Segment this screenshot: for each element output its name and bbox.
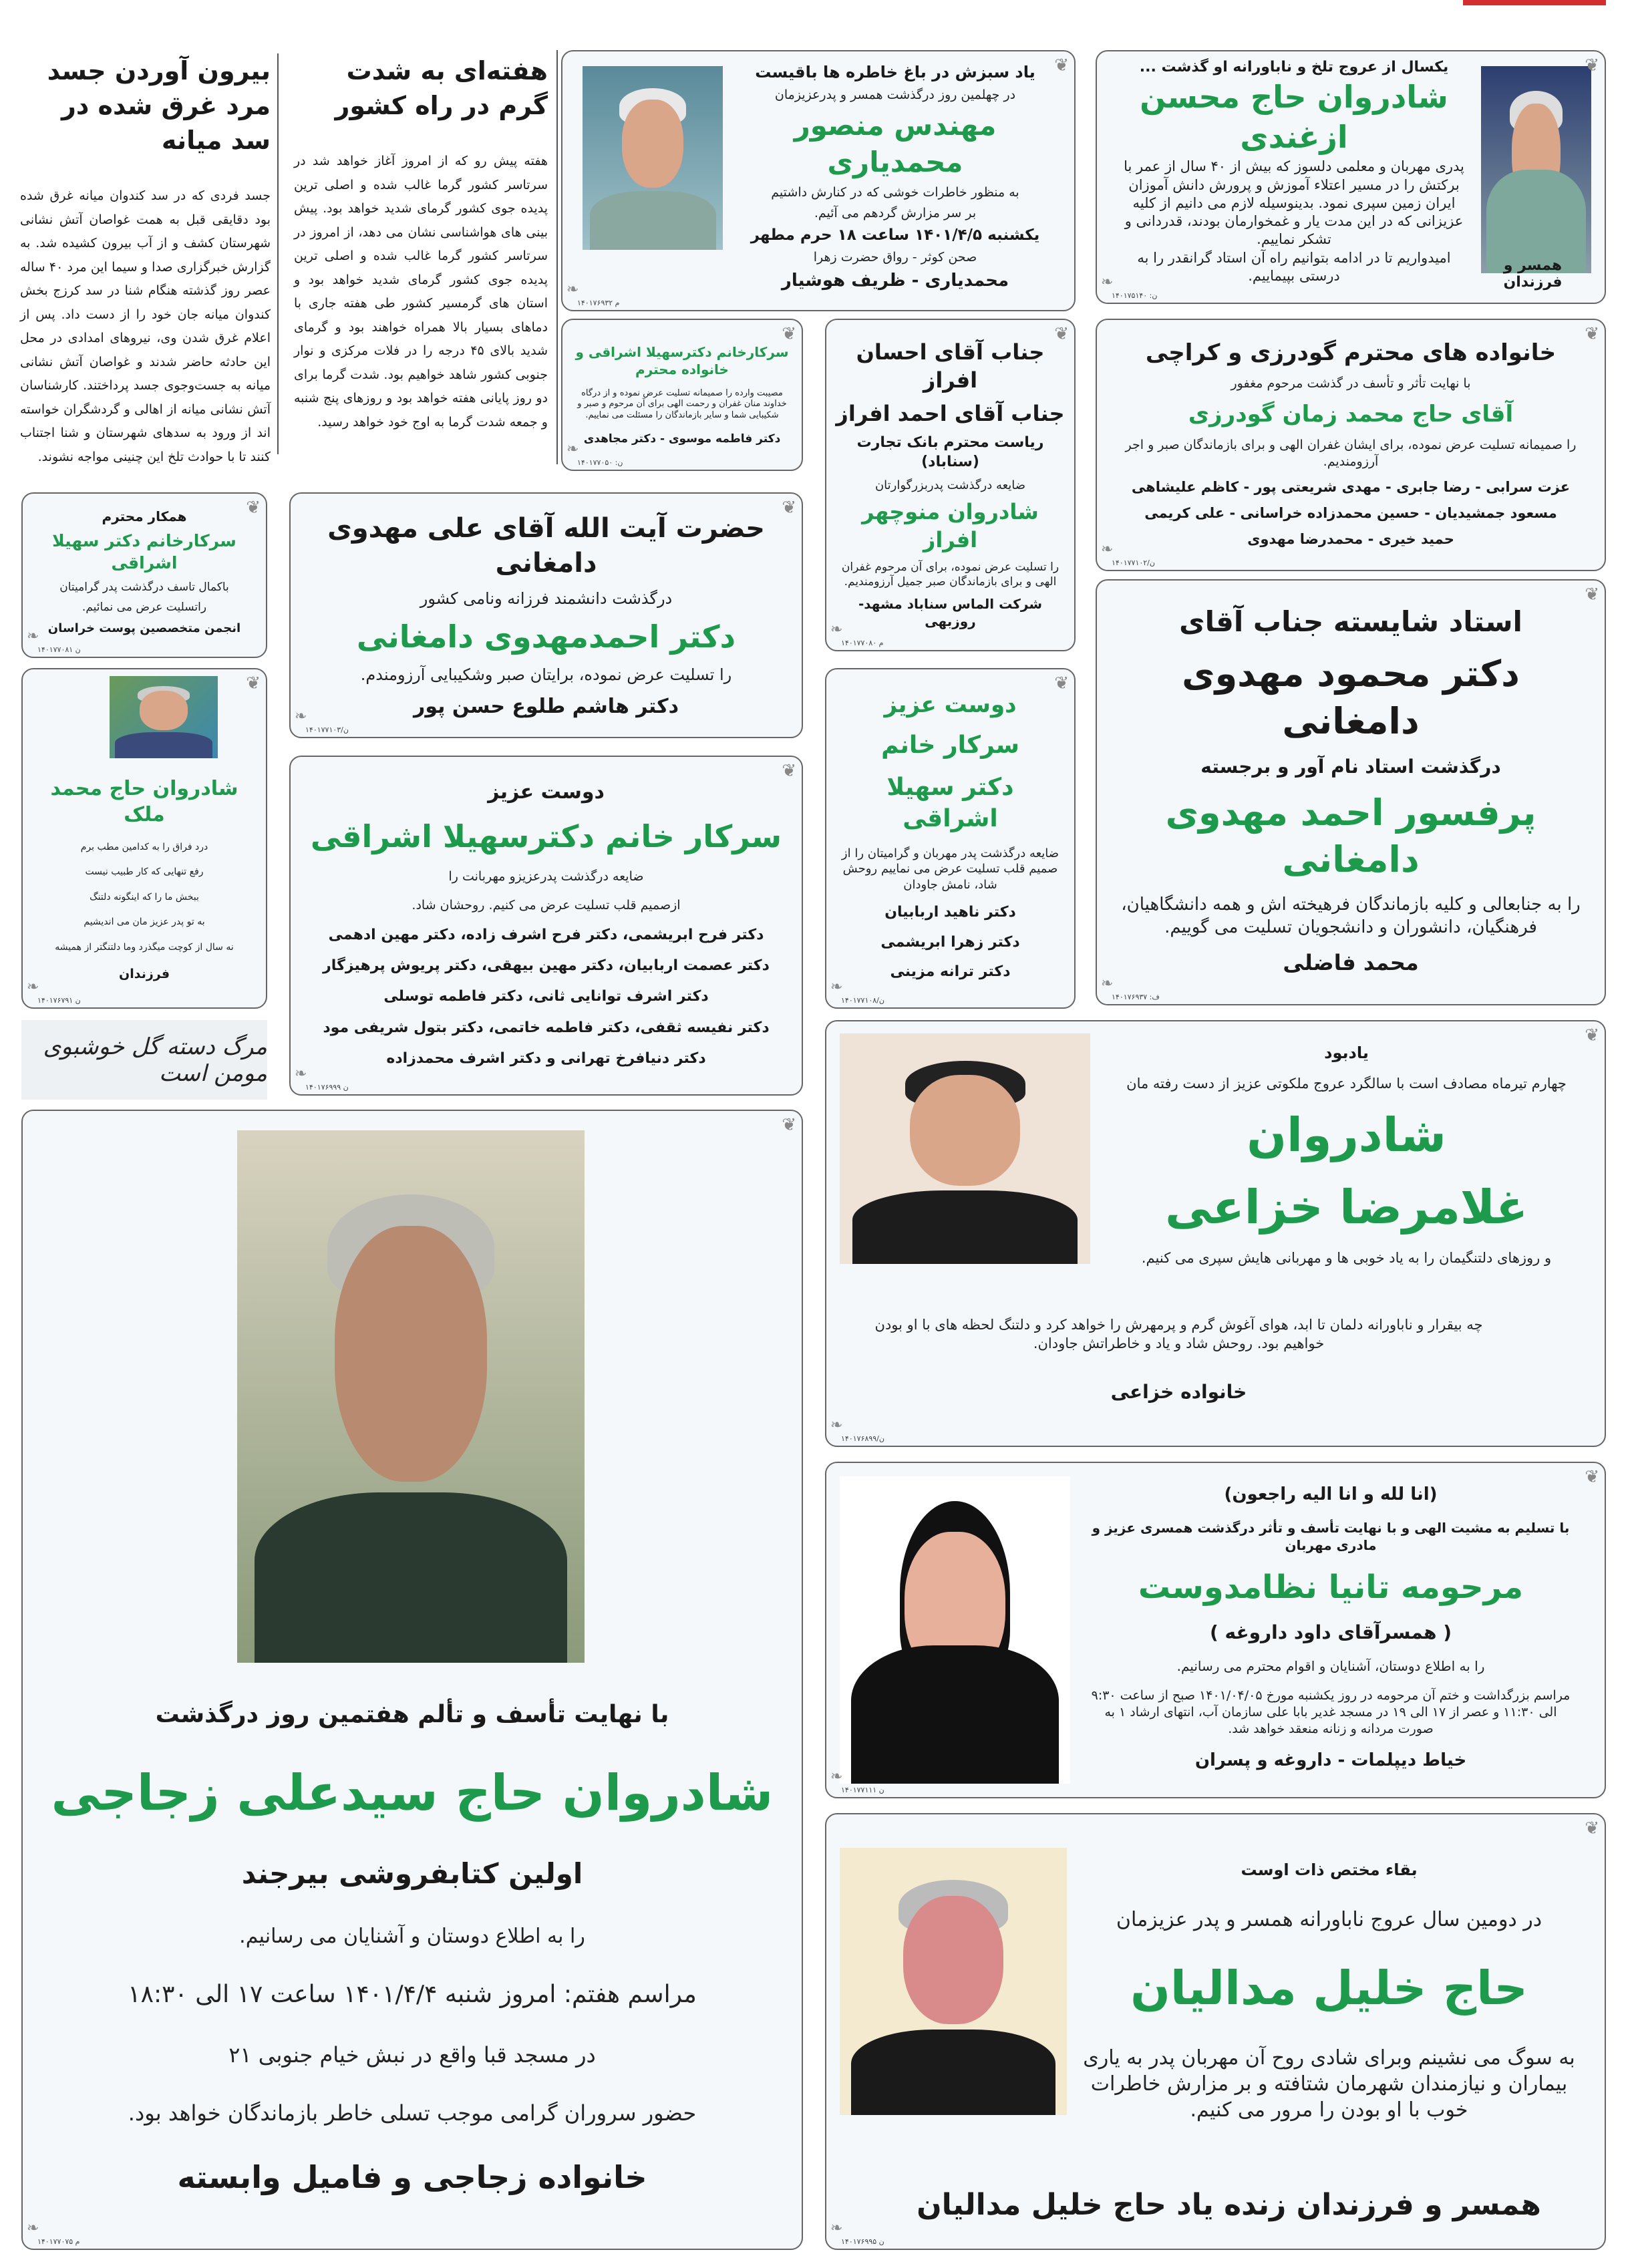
ad-name-line: مرحومه تانیا نظامدوست [1138,1568,1524,1606]
ad-body-line: را به اطلاع دوستان، آشنایان و اقوام محترم می رسانیم. [1176,1658,1485,1675]
memorial-ad-madalian [825,1813,1606,2250]
corner-ornament-icon: ❧ [295,708,307,725]
ad-heading-line: جناب آقای احسان افراز [856,339,1045,393]
ad-signature-line: محمدیاری - ظریف هوشیار [781,271,1009,291]
ad-strong-line: درگذشت استاد نام آور و برجسته [1200,756,1501,778]
ad-body-line: را به اطلاع دوستان و آشنایان می رسانیم. [239,1924,585,1948]
corner-ornament-icon: ❧ [295,1066,307,1082]
obituary-ad-mohammadyari [561,50,1076,311]
corner-ornament-icon: ❦ [1585,585,1599,605]
condolence-ad-friend [825,668,1076,1009]
ad-text-block [1100,1031,1593,1279]
ad-heading-line: جناب آقای احمد افراز [836,401,1065,426]
ad-code: ۱۴۰۱۷۶۹۹۵ ن [841,2237,884,2246]
ad-signature-line: حمید خیری - محمدرضا مهدوی [1247,530,1454,547]
obituary-ad-nezamdoust [825,1462,1606,1798]
condolence-ad-goudarzi [1096,319,1606,571]
corner-ornament-icon: ❧ [830,1417,843,1434]
ad-body-line: ازصمیم قلب تسلیت عرض می کنیم. روحشان شاد. [412,897,681,913]
ad-code: ۱۴۰۱۷۷۱۰۸/ن [841,996,884,1005]
portrait-photo [840,1476,1070,1784]
ad-body-line: به منظور خاطرات خوشی که در کنارش داشتیم [771,185,1019,200]
ad-body-line: را تسلیت عرض نموده، برایتان صبر وشکیبایی آرزومندم. [360,665,732,684]
ad-name-line: دکتر سهیلا اشراقی [886,774,1014,832]
corner-ornament-icon: ❦ [782,498,796,518]
ad-name-line: شادروان حاج محمد ملک [50,777,238,827]
corner-ornament-icon: ❧ [566,441,579,458]
corner-ornament-icon: ❧ [566,281,579,298]
corner-ornament-icon: ❧ [830,1768,843,1785]
ad-heading-line: با نهایت تأسف و تألم هفتمین روز درگذشت [155,1700,669,1728]
corner-ornament-icon: ❧ [830,621,843,638]
ad-body-line: در چهلمین روز درگذشت همسر و پدرعزیزمان [774,88,1016,103]
ad-signature-line: مسعود جمشیدیان - حسین محمدزاده خراسانی - علی کریمی [1144,504,1557,521]
ad-body-line: ضایعه درگذشت پدرعزیزو مهربانت را [448,869,644,884]
ad-body-line: باکمال تاسف درگذشت پدر گرامیتان [59,580,229,594]
article-title: هفته‌ای به شدت گرم در راه کشور [335,56,548,120]
ad-text-block [1090,1471,1571,1785]
corner-ornament-icon: ❧ [27,628,39,645]
column-divider [556,50,558,464]
ad-heading-line: دوست عزیز [488,780,605,804]
memorial-ad-khazaei [825,1020,1606,1447]
corner-ornament-icon: ❧ [1101,975,1114,992]
ad-code: ۱۴۰۱۷۶۹۳۲ م [577,299,620,307]
ad-code: ۱۴۰۱۷۷۱۰۲/ن [1112,558,1155,567]
memorial-ad-zajaji [21,1110,803,2250]
ad-body-line: چهارم تیرماه مصادف است با سالگرد عروج ملکوتی عزیز از دست رفته مان [1126,1076,1567,1092]
section-color-bar [1463,0,1606,5]
ad-name-line: شادروان [1247,1107,1446,1162]
ad-text-block [304,767,788,1081]
ad-body-line: مصیبت وارده را صمیمانه تسلیت عرض نموده و از درگاه خداوند منان غفران و رحمت الهی برای آن مرحوم و صبر و شکیبایی شما و سایر بازماندگان را مسئلت می نماییم. [577,387,787,421]
ad-body-line: را تسلیت عرض نموده، برای آن مرحوم غفران الهی و برای بازماندگان صبر جمیل آرزومندیم. [841,560,1060,589]
ad-text-block [31,763,258,995]
ad-text-block [834,333,1066,635]
signature: همسر و فرزندان زنده یاد حاج خلیل مدالیان [917,2188,1541,2222]
corner-ornament-icon: ❦ [246,498,261,518]
corner-ornament-icon: ❦ [1054,673,1069,693]
ad-heading-line: خانواده های محترم گودرزی و کراچی [1145,339,1557,366]
ad-signature-line: فرزندان [118,967,170,982]
ad-strong-line: ریاست محترم بانک تجارت (سناباد) [856,434,1044,470]
ad-body-line: در مسجد قبا واقع در نبش خیام جنوبی ۲۱ [228,2042,596,2068]
corner-ornament-icon: ❦ [1054,55,1069,75]
ad-heading-line: یکسال از عروج تلخ و ناباورانه او گذشت ... [1139,59,1449,76]
ad-code: ۱۴۰۱۷۶۸۹۹/ن [841,1434,884,1443]
ad-heading-line: (انا لله و انا الیه راجعون) [1224,1484,1438,1504]
ad-body-line: مراسم بزرگداشت و ختم آن مرحومه در روز یکشنبه مورخ ۱۴۰۱/۰۴/۰۵ صبح از ساعت ۹:۳۰ الی ۱۱:۳۰ و عصر از ۱۷ الی ۱۹ در مسجد غدیر بابا علی سازمان آب، انتهای ارشاد ۱ به صورت مردانه و زنانه منعقد خواهد شد. [1091,1688,1571,1736]
condolence-ad-colleague [21,492,267,658]
column-divider [277,53,279,454]
ad-signature-line: شرکت الماس سناباد مشهد- روزبهی [858,595,1043,629]
portrait-photo [237,1130,585,1663]
ad-signature-line: دکتر عصمت اربابیان، دکتر مهین بیهقی، دکتر پریوش پرهیزگار [323,957,770,975]
ad-code: ۱۴۰۱۷۷۰۵۰ :ن [577,458,623,467]
ad-name-line: شادروان حاج محسن ازغندی [1140,79,1448,156]
ad-name-line: حاج خلیل مدالیان [1130,1961,1528,2016]
ad-body-line: ببخش ما را که اینگونه دلتنگ [90,891,199,903]
ad-signature-line: عزت سرابی - رضا جابری - مهدی شریعتی پور - کاظم علیشاهی [1131,478,1571,495]
portrait-photo [583,66,723,250]
ad-code: ۱۴۰۱۷۵۱۴۰ :ن [1112,291,1158,300]
ad-signature-line: دکتر فاطمه موسوی - دکتر مجاهدی [583,432,781,446]
ad-text-block [1117,58,1471,286]
news-article-drowning [20,53,271,469]
ad-text-block [304,504,788,727]
ad-name-line: پرفسور احمد مهدوی دامغانی [1165,792,1536,881]
ad-body-line: را به جنابعالی و کلیه بازماندگان فرهیخته اش و همه دانشگاهیان، فرهنگیان، دانشوران و دانشجویان تسلیت می گوییم. [1121,894,1581,937]
ad-strong-line: یکشنبه ۱۴۰۱/۴/۵ ساعت ۱۸ حرم مطهر [750,226,1040,244]
article-body: هفته پیش رو که از امروز آغاز خواهد شد در سرتاسر کشور گرما غالب شده و اصلی ترین پدیده جوی کشور گرمای شدید خواهد بود. پیش بینی های هواشناسی نشان می دهد، از امروز در سرتاسر کشور گرما غالب شده و اصلی ترین پدیده جوی کشور گرمای شدید خواهد بود و استان های گرمسیر کشور طی هفته جاری با دماهای بسیار بالا همراه خواهند بود و گرمای شدید بالای ۴۵ درجه را در فلات مرکزی و نوار جنوبی کشور شاهد خواهیم بود. شدت گرما برای دو روز پایانی هفته خواهد بود و روزهای پنج شنبه و جمعه شدت گرما به اوج خود خواهد رسید. [294,154,548,430]
corner-ornament-icon: ❦ [1585,1467,1599,1487]
ad-heading-line: یاد سبزش در باغ خاطره ها باقیست [755,63,1035,82]
ad-body-line: پدری مهربان و معلمی دلسوز که بیش از ۴۰ سال از عمر با برکتش را در مسیر اعتلاء آموزش و پرورش دانش آموزان ایران زمین سپری نمود. بدینوسیله لازم می دانیم از کلیه عزیزانی که در این مدت یار و غمخوارمان بودند، قدردانی و تشکر نماییم. [1124,158,1464,248]
ad-name-line: دکتر احمدمهدوی دامغانی [356,618,736,655]
ad-body-line: بر سر مزارش گردهم می آئیم. [814,205,977,220]
ad-signature-line: دکتر دنیافرخ تهرانی و دکتر اشرف محمدزاده [386,1050,706,1068]
portrait-photo [840,1033,1090,1264]
signature: همسر و فرزندان [1503,257,1563,291]
ad-heading-line: حضرت آیت الله آقای علی مهدوی دامغانی [327,513,765,579]
ad-heading-line: بقاء مختص ذات اوست [1241,1860,1418,1880]
ad-name-line: سرکار خانم [881,732,1019,760]
ad-strong-line: با تسلیم به مشیت الهی و با نهایت تأسف و تأثر درگذشت همسری عزیز و مادری مهربان [1092,1519,1570,1553]
corner-ornament-icon: ❧ [830,2220,843,2237]
ad-text-block [736,58,1054,297]
portrait-photo [840,1848,1067,2115]
calligraphy-banner: مرگ دسته گل خوشبوی مومن است [21,1020,267,1100]
corner-ornament-icon: ❦ [782,324,796,344]
corner-ornament-icon: ❦ [1585,1818,1599,1838]
ad-signature-line: دکتر هاشم طلوع حسن پور [414,694,679,718]
ad-body-line: رفع تنهایی که کار طبیب نیست [85,866,204,878]
corner-ornament-icon: ❦ [1054,324,1069,344]
ad-text-block [1080,1834,1578,2148]
ad-name-line: شادروان حاج سیدعلی زجاجی [51,1764,774,1822]
ad-signature-line: انجمن متخصصین پوست خراسان [47,621,241,635]
condolence-ad-mousavi [561,319,803,471]
ad-name-line: شادروان منوچهر افراز [862,499,1039,552]
ad-body-line: امیدواریم تا در ادامه بتوانیم راه آن استاد گرانقدر را به درستی بپیماییم. [1137,250,1451,285]
ad-text-block [31,502,258,642]
ad-code: ۱۴۰۱۷۶۹۳۷ :ف [1112,993,1160,1001]
ad-body-line: ضایعه درگذشت پدربزرگوارتان [874,478,1026,492]
ad-heading-line: اولین کتابفروشی بیرجند [241,1857,583,1891]
ad-body-line: در دومین سال عروج ناباورانه همسر و پدر عزیزمان [1116,1907,1542,1931]
ad-body-line: حضور سروران گرامی موجب تسلی خاطر بازماندگان خواهد بود. [128,2100,697,2126]
ad-text-block [1110,330,1591,556]
ad-text-block [836,679,1065,993]
ad-code: ۱۴۰۱۷۷۰۷۵ م [37,2237,80,2246]
ad-body-line: به تو پدر عزیز مان می اندیشیم [84,917,205,928]
condolence-ad-ayatollah [289,492,803,738]
ad-code: ۱۴۰۱۷۶۷۹۱ ن [37,996,81,1005]
ad-body-line: درگذشت دانشمند فرزانه ونامی کشور [420,589,673,608]
ad-signature-line: دکتر زهرا ابریشمی [880,933,1020,951]
ad-body-line: راتسلیت عرض می نمائیم. [82,601,207,615]
ad-heading-line: ( همسرآقای داود داروغه ) [1209,1621,1452,1643]
ad-body-line: درد فراق را به کدامین مطب برم [80,841,208,852]
condolence-ad-ostad [1096,579,1606,1005]
ad-body-line: و روزهای دلتنگیمان را به یاد خوبی ها و مهربانی هایش سپری می کنیم. [1141,1249,1552,1266]
news-article-heatwave [294,53,548,434]
ad-signature-line: خانواده خزاعی [1110,1381,1247,1404]
ad-signature-line: دکتر ترانه مزینی [890,963,1011,981]
ad-body-line: نه سال از کوچت میگذرد وما دلتنگتر از همیشه [55,941,234,953]
ad-code: ۱۴۰۱۷۷۰۸۱ ن [37,645,81,654]
ad-name-line: سرکارخانم دکتر سهیلا اشراقی [52,531,236,573]
ad-heading-line: همکار محترم [102,508,187,524]
ad-text-block [1110,594,1591,987]
ad-signature-line: محمد فاضلی [1283,949,1419,975]
corner-ornament-icon: ❦ [782,761,796,781]
ad-text-block [853,1289,1504,1432]
ad-heading-line: استاد شایسته جناب آقای [1179,605,1522,639]
ad-heading-line: یادبود [1324,1043,1369,1063]
ad-body-line: را صمیمانه تسلیت عرض نموده، برای ایشان غفران الهی و برای بازماندگان صبر و اجر آرزومندیم. [1125,438,1577,470]
ad-name-line: سرکار خانم دکترسهیلا اشراقی [310,818,782,854]
portrait-photo [110,676,218,758]
corner-ornament-icon: ❦ [1585,1025,1599,1045]
ad-code: ۱۴۰۱۷۷۱۱۱ ن [841,1786,884,1794]
ad-name-line: مهندس منصور محمدیاری [794,108,997,178]
condolence-ad-friends [289,756,803,1096]
article-title: بیرون آوردن جسد مرد غرق شده در سد میانه [47,56,271,155]
corner-ornament-icon: ❦ [246,673,261,693]
ad-body-line: مراسم هفتم: امروز شنبه ۱۴۰۱/۴/۴ ساعت ۱۷ الی ۱۸:۳۰ [128,1981,697,2009]
ad-body-line: ضایعه درگذشت پدر مهربان و گرامیتان را از صمیم قلب تسلیت عرض می نماییم روحش شاد، نامش جاودان [841,846,1060,892]
ad-signature-line: دکتر ناهید اربابیان [884,903,1016,921]
corner-ornament-icon: ❧ [27,979,39,995]
obituary-ad-azghandi [1096,50,1606,304]
corner-ornament-icon: ❦ [1585,324,1599,344]
corner-ornament-icon: ❦ [1585,55,1599,75]
ad-name-line: دوست عزیز [884,691,1017,719]
corner-ornament-icon: ❦ [782,1115,796,1135]
ad-body-line: صحن کوثر - رواق حضرت زهرا [813,250,977,265]
ad-name-line: آقای حاج محمد زمان گودرزی [1188,401,1514,428]
corner-ornament-icon: ❧ [830,979,843,995]
corner-ornament-icon: ❧ [1101,274,1114,291]
ad-name-line: غلامرضا خزاعی [1165,1179,1528,1235]
portrait-photo [1481,66,1591,273]
article-body: جسد فردی که در سد کندوان میانه غرق شده بود دقایقی قبل به همت غواصان آتش نشانی شهرستان کشف و از آب بیرون کشیده شد. به گزارش خبرگزاری صدا و سیما این مرد ۴۰ ساله عصر روز گذشته هنگام شنا در سد کرزج بخش کندوان میانه جان خود را از دست داد. پس از اعلام غرق شدن وی، نیروهای امدادی در محل این حادثه حاضر شدند و غواصان آتش نشانی میانه به جست‌وجوی جسد پرداختند. کارشناسان آتش نشانی میانه از اهالی و گردشگران خواسته اند از ورود به سدهای شهرستان و شنا اجتناب کنند تا با حوادث تلخ این چنینی مواجه نشوند. [20,188,271,464]
ad-code: ۱۴۰۱۷۷۱۰۳/ن [305,725,349,734]
ad-code: ۱۴۰۱۷۶۹۹۹ ن [305,1083,349,1092]
ad-name-line: سرکارخانم دکترسهیلا اشراقی و خانواده محترم [575,343,789,377]
ad-signature-line: دکتر نفیسه ثقفی، دکتر فاطمه خاتمی، دکتر بتول شریفی مود [323,1019,770,1036]
corner-ornament-icon: ❧ [1101,541,1114,558]
ad-signature-line: دکتر فرح ابریشمی، دکتر فرح اشرف زاده، دکتر مهین ادهمی [328,926,764,943]
ad-text-block [43,1669,782,2229]
ad-code: ۱۴۰۱۷۷۰۸۰ م [841,639,884,647]
ad-body-line: با نهایت تأثر و تأسف در گذشت مرحوم مغفور [1231,375,1471,391]
ad-signature-line: دکتر اشرف توانایی ثانی، دکتر فاطمه توسلی [383,988,709,1005]
ad-signature-line: خیاط دیپلمات - داروغه و پسران [1194,1750,1467,1771]
condolence-ad-afraz [825,319,1076,651]
ad-body-line: چه بیقرار و ناباورانه دلمان تا ابد، هوای آغوش گرم و پرمهرش را خواهد کرد و دلتنگ لحظه های با او بودن خواهیم بود. روحش شاد و یاد و خاطراتش جاودان. [874,1317,1483,1351]
ad-text-block [573,333,792,456]
corner-ornament-icon: ❧ [27,2220,39,2237]
memorial-ad-malek [21,668,267,1009]
ad-signature-line: خانواده زجاجی و فامیل وابسته [177,2159,647,2196]
ad-body-line: به سوگ می نشینم وبرای شادی روح آن مهربان پدر به یاری بیماران و نیازمندان شهرمان شتافته و بر مزارش خاطرات خوب با او بودن را مرور می کنیم. [1083,2046,1575,2122]
ad-heading-line: دکتر محمود مهدوی دامغانی [1182,653,1520,742]
